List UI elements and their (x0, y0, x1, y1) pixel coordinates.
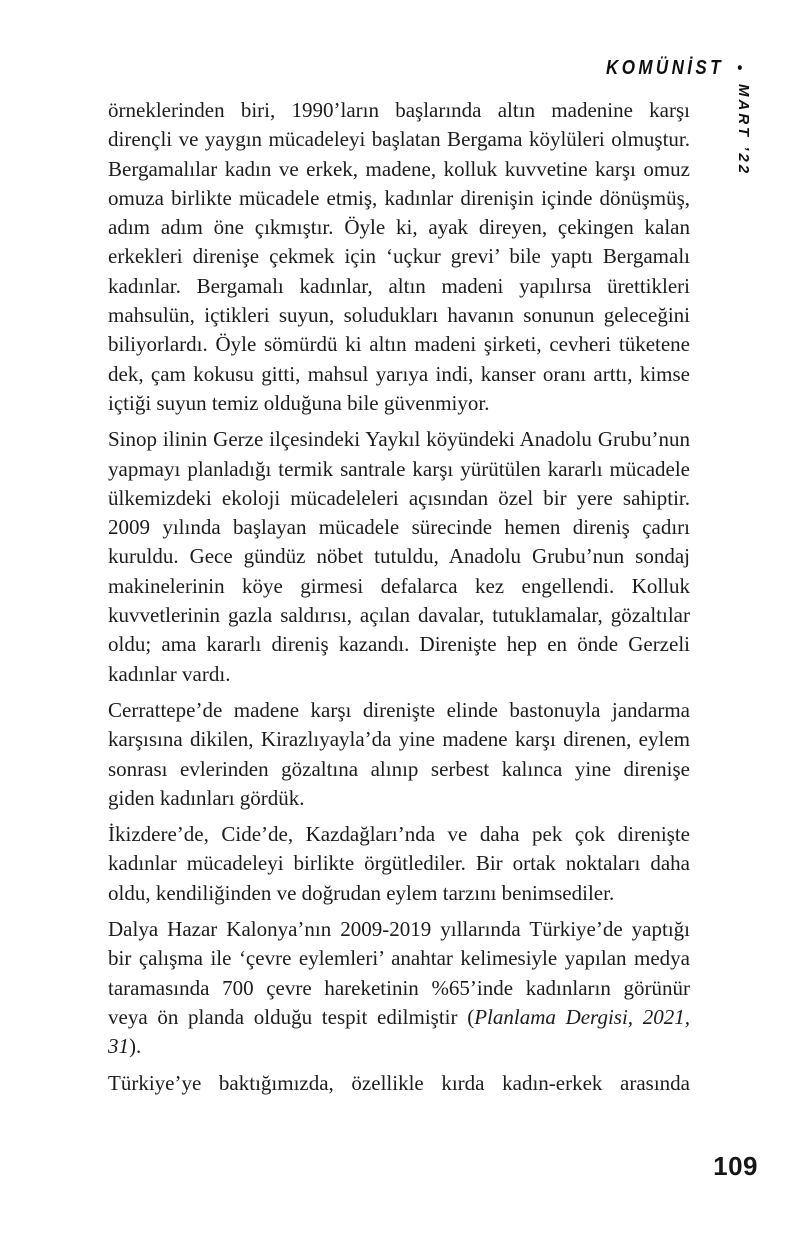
article-body (108, 96, 690, 1105)
paragraph-text: Türkiye’ye baktığımızda, özellikle kırda kadın-erkek arasında (108, 1070, 690, 1095)
paragraph (108, 1069, 690, 1098)
paragraph (108, 696, 690, 813)
paragraph-text: örneklerinden biri, 1990’ların başlarında altın madenine karşı dirençli ve yaygın mücadeleyi başlatan Bergama köylüleri olmuştur. Bergamalılar kadın ve erkek, madene, kolluk kuvvetine karşı omuz omuza birlikte mücadele etmiş, kadınlar direnişin içinde dönüşmüş, adım adım öne çıkmıştır. Öyle ki, ayak direyen, çekingen kalan erkekleri direnişe çekmek için ‘uçkur grevi’ bile yaptı Bergamalı kadınlar. Bergamalı kadınlar, altın madeni yapılırsa ürettikleri mahsulün, içtikleri suyun, soludukları havanın sonunun geleceğini biliyorlardı. Öyle sömürdü ki altın madeni şirketi, cevheri tüketene dek, çam kokusu gitti, mahsul yarıya indi, kanser oranı arttı, kimse içtiği suyun temiz olduğuna bile güvenmiyor. (108, 98, 690, 415)
issue-date: MART ’22 (735, 84, 752, 177)
paragraph-text: ). (129, 1034, 142, 1059)
page-number: 109 (713, 1151, 758, 1181)
paragraph-text: Dalya Hazar Kalonya’nın 2009-2019 yıllarında Türkiye’de yaptığı bir çalışma ile ‘çevre eylemleri’ anahtar kelimesiyle yapılan medya taramasında 700 çevre hareketinin %65’inde kadınların görünür veya ön planda olduğu tespit edilmiştir ( (108, 917, 690, 1029)
citation-italic-text: Planlama Dergisi, 2021, 31 (108, 1004, 691, 1059)
masthead-bullet-icon: • (736, 58, 742, 77)
magazine-title: KOMÜNİST (605, 57, 724, 79)
paragraph-text: İkizdere’de, Cide’de, Kazdağları’nda ve daha pek çok direnişte kadınlar mücadeleyi birlikte örgütlediler. Bir ortak noktaları daha oldu, kendiliğinden ve doğrudan eylem tarzını benimsediler. (108, 822, 690, 905)
paragraph-text: Sinop ilinin Gerze ilçesindeki Yaykıl köyündeki Anadolu Grubu’nun yapmayı planladığı termik santrale karşı yürütülen kararlı mücadele ülkemizdeki ekoloji mücadeleleri açısından özel bir yere sahiptir. 2009 yılında başlayan mücadele sürecinde hemen direniş çadırı kuruldu. Gece gündüz nöbet tutuldu, Anadolu Grubu’nun sondaj makinelerinin köye girmesi defalarca kez engellendi. Kolluk kuvvetlerinin gazla saldırısı, açılan davalar, tutuklamalar, gözaltılar oldu; ama kararlı direniş kazandı. Direnişte hep en önde Gerzeli kadınlar vardı. (108, 427, 690, 686)
paragraph (108, 915, 690, 1061)
page-header (606, 57, 742, 80)
paragraph (108, 425, 690, 689)
paragraph (108, 820, 690, 908)
paragraph-text: Cerrattepe’de madene karşı direnişte elinde bastonuyla jandarma karşısına dikilen, Kirazlıyayla’da yine madene karşı direnen, eylem sonrası evlerinden gözaltına alınıp serbest kalınca yine direnişe giden kadınları gördük. (108, 697, 690, 810)
paragraph (108, 96, 690, 418)
